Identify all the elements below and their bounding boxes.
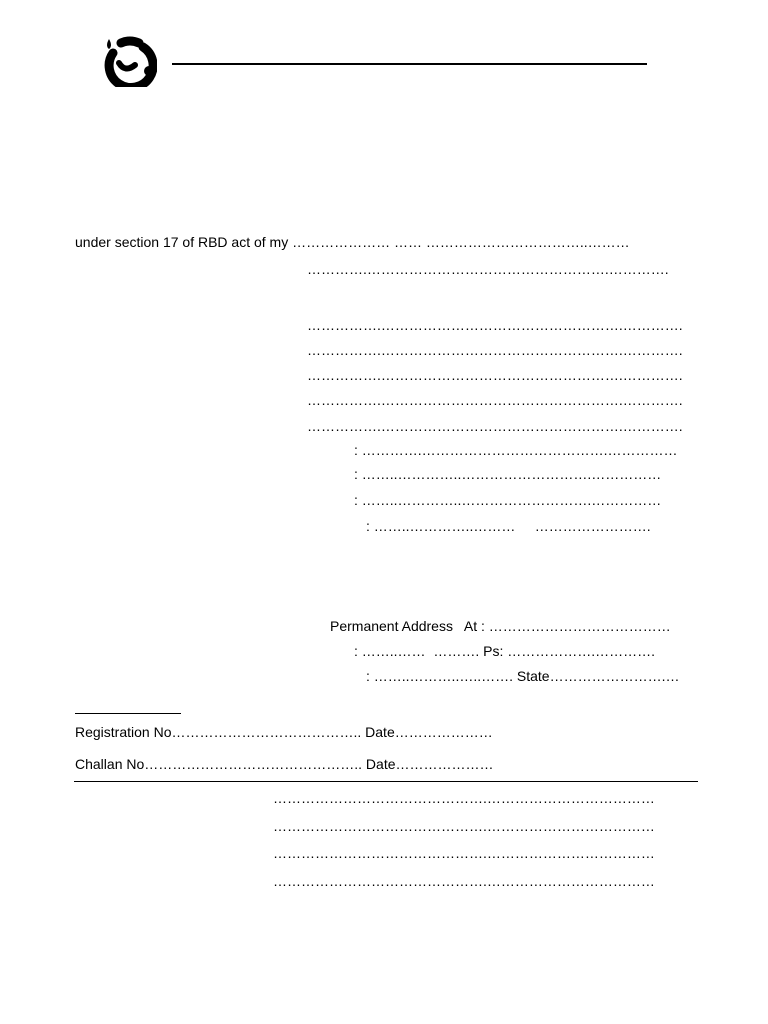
details-field-2: : ……..…………..……………………….…………… [354, 466, 662, 482]
declaration-line-1 [75, 234, 630, 250]
footer-blank-1: ……………………………………….……………………………… [273, 790, 655, 806]
challan-line: Challan No……………………………………….. Date………………… [75, 756, 494, 772]
footer-blank-4: ……………………………………….……………………………… [273, 873, 655, 889]
details-blank-1: …………….…………………………………………….…………. [307, 317, 683, 333]
section-divider [74, 781, 698, 782]
declaration-blank-2: ………….…………………………………………….…………. [307, 261, 669, 277]
details-blank-3: …………….…………………………………………….…………. [307, 367, 683, 383]
footer-blank-2: ……………………………………….……………………………… [273, 818, 655, 834]
permanent-address-state-row: : ……..………..…..……. State…………………….… [366, 668, 680, 684]
declaration-lead-text: under section 17 of RBD act of my [75, 234, 289, 250]
details-field-1: : ………….………………………………….…………… [354, 442, 678, 458]
details-blank-4: …………….…………………………………………….…………. [307, 392, 683, 408]
details-blank-5: …………….…………………………………………….…………. [307, 418, 683, 434]
registration-line: Registration No………………………………….. Date………………… [75, 724, 493, 740]
declaration-blank-1: ………………… …… ……………………………..……… [292, 234, 630, 250]
details-blank-2: …………….…………………………………………….…………. [307, 342, 683, 358]
details-field-4: : ……..…………..……… ……………………. [366, 518, 651, 534]
header-rule [172, 63, 647, 65]
permanent-address-ps-row: : ……..…… ………. Ps: ……………….…………. [354, 643, 656, 659]
circular-arrows-logo [99, 33, 157, 87]
permanent-address-row: Permanent Address At : ………………………………… [330, 618, 671, 634]
signature-rule [75, 713, 181, 714]
footer-blank-3: ……………………………………….……………………………… [273, 845, 655, 861]
details-field-3: : ……..…………..……………………….…………… [354, 492, 662, 508]
